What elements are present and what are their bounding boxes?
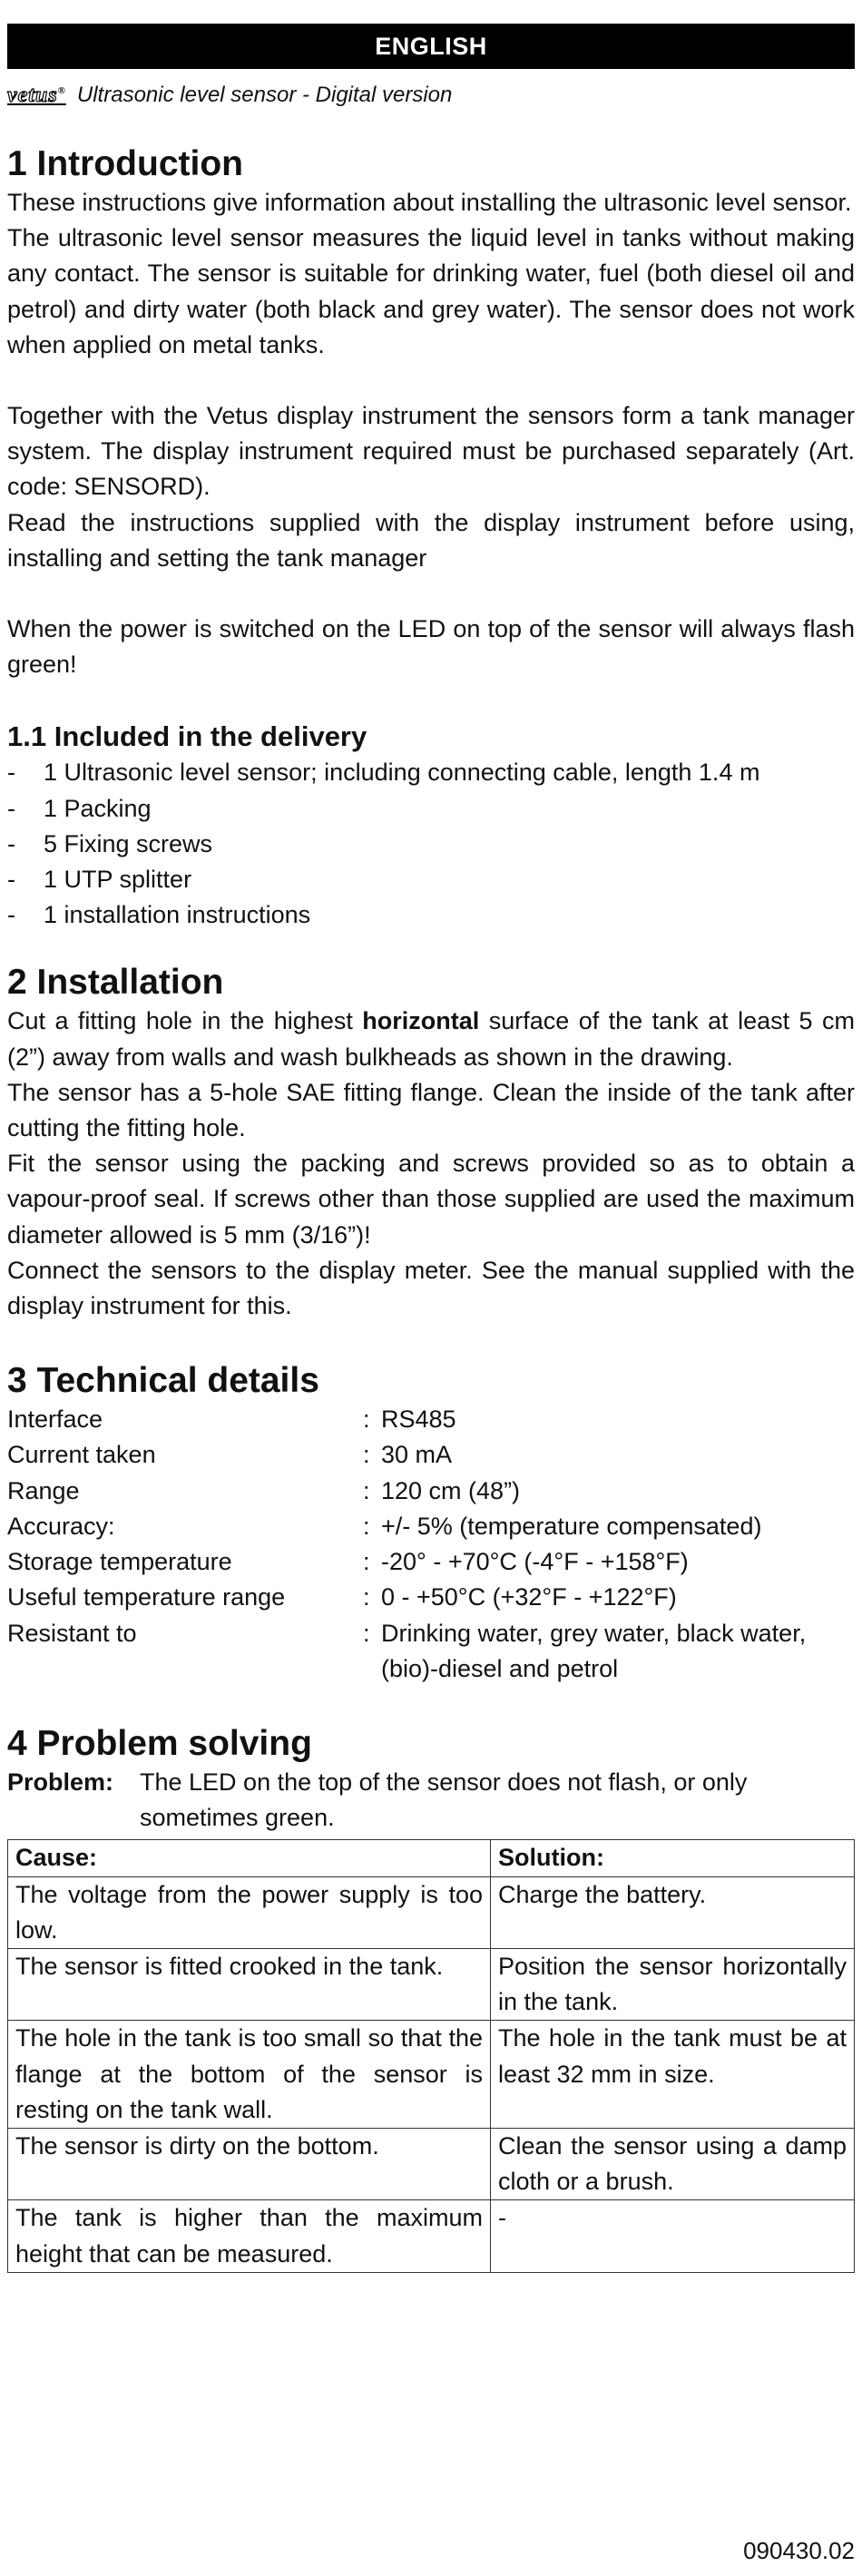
- introduction-heading: 1 Introduction: [7, 144, 243, 183]
- delivery-section: [7, 719, 855, 933]
- intro-paragraph: When the power is switched on the LED on top of the sensor will always flash green!: [7, 615, 855, 679]
- installation-section: [7, 962, 855, 1324]
- solution-header: Solution:: [491, 1840, 855, 1876]
- problem-label: Problem:: [7, 1768, 114, 1796]
- spec-value: Drinking water, grey water, black water, (bio)-diesel and petrol: [381, 1619, 807, 1682]
- technical-specs: Interface : RS485 Current taken : 30 mA Range : 120 cm (48”) Accuracy: : +/- 5% (temperature compensated) Storage temperature : -20° - +70°C (-4°F - +158°F) Useful temperature range : 0 - +50°C (+32°F - +122°F) Resistant to : Drinking water, grey water, black water, (bio)-diesel and petrol: [7, 1402, 855, 1687]
- intro-paragraph: Together with the Vetus display instrument the sensors form a tank manager system. The display instrument required must be purchased separately (Art. code: SENSORD).: [7, 402, 855, 501]
- logo-text: vetus: [7, 83, 58, 107]
- technical-heading: 3 Technical details: [7, 1361, 319, 1401]
- spec-label: Storage temperature: [7, 1548, 232, 1576]
- table-row: [8, 1876, 855, 1948]
- table-row: [8, 2128, 855, 2199]
- cause-cell: The hole in the tank is too small so that the flange at the bottom of the sensor is resting on the tank wall.: [8, 2021, 491, 2129]
- introduction-section: [7, 143, 855, 682]
- cause-header: Cause:: [8, 1840, 491, 1876]
- spec-label: Interface: [7, 1406, 103, 1434]
- table-header-row: [8, 1840, 855, 1876]
- cause-solution-table: [7, 1839, 855, 2272]
- installation-heading: 2 Installation: [7, 963, 224, 1003]
- spec-label: Current taken: [7, 1441, 156, 1469]
- delivery-heading: 1.1 Included in the delivery: [7, 720, 367, 753]
- language-banner: ENGLISH: [7, 24, 855, 69]
- table-row: [8, 1948, 855, 2020]
- list-item: - 5 Fixing screws: [7, 829, 213, 857]
- intro-paragraph: Read the instructions supplied with the display instrument before using, installing and setting the tank manager: [7, 508, 855, 572]
- manual-page: [7, 24, 855, 2273]
- technical-section: [7, 1360, 855, 1687]
- cause-cell: The sensor is dirty on the bottom.: [8, 2128, 491, 2199]
- document-header: [7, 78, 855, 113]
- spec-label: Resistant to: [7, 1619, 137, 1647]
- table-row: [8, 2021, 855, 2129]
- cause-cell: The sensor is fitted crooked in the tank.: [8, 1948, 491, 2020]
- spec-label: Accuracy:: [7, 1512, 115, 1540]
- problem-text: The LED on the top of the sensor does not flash, or only sometimes green.: [140, 1768, 748, 1832]
- delivery-list: [7, 755, 855, 933]
- spec-value: 120 cm (48”): [381, 1476, 521, 1504]
- problem-section: [7, 1723, 855, 2273]
- cause-cell: The voltage from the power supply is too low.: [8, 1876, 491, 1948]
- spec-value: 0 - +50°C (+32°F - +122°F): [381, 1583, 677, 1611]
- cause-cell: The tank is higher than the maximum height that can be measured.: [8, 2200, 491, 2272]
- list-item: - 1 Packing: [7, 794, 152, 822]
- spec-value: -20° - +70°C (-4°F - +158°F): [381, 1548, 689, 1576]
- installation-paragraph: Cut a fitting hole in the highest horizontal surface of the tank at least 5 cm (2”) away from walls and wash bulkheads as shown in the drawing.: [7, 1007, 855, 1071]
- solution-cell: Clean the sensor using a damp cloth or a brush.: [491, 2128, 855, 2199]
- problem-statement: [7, 1765, 855, 1836]
- table-row: [8, 2200, 855, 2272]
- list-item: - 1 Ultrasonic level sensor; including connecting cable, length 1.4 m: [7, 759, 760, 787]
- list-item: - 1 UTP splitter: [7, 866, 192, 894]
- spec-label: Range: [7, 1476, 80, 1504]
- list-item: - 1 installation instructions: [7, 901, 311, 929]
- intro-paragraph: The ultrasonic level sensor measures the liquid level in tanks without making any contact. The sensor is suitable for drinking water, fuel (both diesel oil and petrol) and dirty water (both black and grey water). The sensor does not work when applied on metal tanks.: [7, 224, 855, 358]
- installation-paragraph: Fit the sensor using the packing and screws provided so as to obtain a vapour-proof seal. If screws other than those supplied are used the maximum diameter allowed is 5 mm (3/16”)!: [7, 1150, 855, 1249]
- solution-cell: Position the sensor horizontally in the tank.: [491, 1948, 855, 2020]
- installation-paragraph: Connect the sensors to the display meter. See the manual supplied with the display instrument for this.: [7, 1256, 855, 1320]
- document-code: 090430.02: [743, 2537, 855, 2564]
- spec-value: 30 mA: [381, 1441, 453, 1469]
- spec-value: RS485: [381, 1406, 456, 1434]
- problem-heading: 4 Problem solving: [7, 1723, 312, 1763]
- spec-label: Useful temperature range: [7, 1583, 286, 1611]
- spec-value: +/- 5% (temperature compensated): [381, 1512, 762, 1540]
- intro-paragraph: These instructions give information about installing the ultrasonic level sensor.: [7, 189, 852, 216]
- solution-cell: -: [491, 2200, 855, 2272]
- solution-cell: Charge the battery.: [491, 1876, 855, 1948]
- registered-mark: ®: [57, 84, 66, 96]
- installation-paragraph: The sensor has a 5-hole SAE fitting flange. Clean the inside of the tank after cutting the fitting hole.: [7, 1078, 855, 1142]
- solution-cell: The hole in the tank must be at least 32 mm in size.: [491, 2021, 855, 2129]
- vetus-logo: [7, 83, 66, 108]
- document-subtitle: Ultrasonic level sensor - Digital version: [76, 83, 453, 107]
